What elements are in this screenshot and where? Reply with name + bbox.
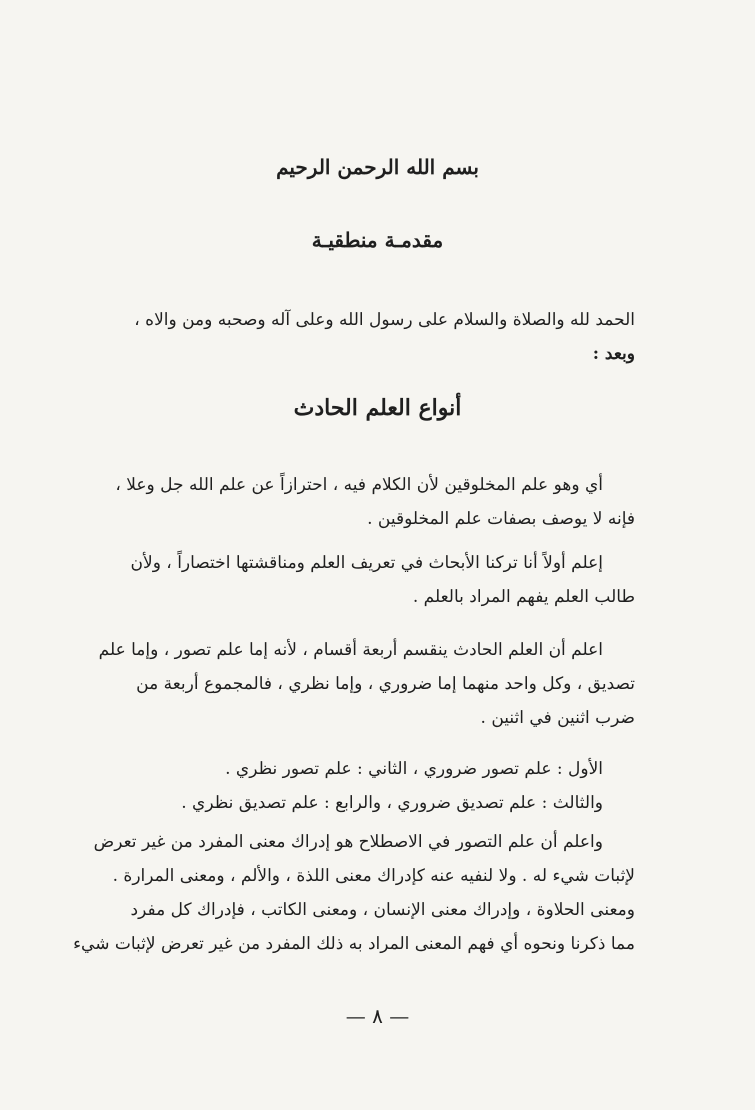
paragraph-3-line-2: تصديق ، وكل واحد منهما إما ضروري ، وإما نظري ، فالمجموع أربعة من [136,674,635,694]
paragraph-2 [115,546,635,614]
paragraph-2-line-1: إعلم أولاً أنا تركنا الأبحاث في تعريف العلم ومناقشتها اختصاراً ، ولأن [130,553,603,573]
classification-item-2: والثالث : علم تصديق ضروري ، والرابع : علم تصديق نظري . [181,793,603,813]
paragraph-3-line-1: اعلم أن العلم الحادث ينقسم أربعة أقسام ، لأنه إما علم تصور ، وإما علم [98,640,603,660]
paragraph-2-line-2: طالب العلم يفهم المراد بالعلم . [412,587,635,607]
page-number: — ٨ — [345,1004,410,1028]
paragraph-4-line-4: مما ذكرنا ونحوه أي فهم المعنى المراد به ذلك المفرد من غير تعرض لإثبات شيء [73,934,635,954]
classification-item-1: الأول : علم تصور ضروري ، الثاني : علم تصور نظري . [225,759,603,779]
intro-paragraph [115,303,635,371]
section-heading: أنواع العلم الحادث [293,395,462,421]
classification-list [115,752,635,820]
paragraph-1 [115,468,635,536]
intro-line-1: الحمد لله والصلاة والسلام على رسول الله وعلى آله وصحبه ومن والاه ، [134,310,635,330]
introduction-heading: مقدمـة منطقيـة [311,228,444,252]
paragraph-4-line-3: ومعنى الحلاوة ، وإدراك معنى الإنسان ، ومعنى الكاتب ، فإدراك كل مفرد [130,900,635,920]
paragraph-3-line-3: ضرب اثنين في اثنين . [480,708,635,728]
paragraph-4 [73,825,635,961]
paragraph-3 [98,633,635,735]
paragraph-4-line-1: واعلم أن علم التصور في الاصطلاح هو إدراك معنى المفرد من غير تعرض [93,832,603,852]
basmala: بسم الله الرحمن الرحيم [276,155,479,179]
paragraph-1-line-1: أي وهو علم المخلوقين لأن الكلام فيه ، احترازاً عن علم الله جل وعلا ، [115,475,603,495]
intro-line-2: وبعد : [592,344,635,364]
paragraph-4-line-2: لإثبات شيء له . ولا لنفيه عنه كإدراك معنى اللذة ، والألم ، ومعنى المرارة . [112,866,635,886]
paragraph-1-line-2: فإنه لا يوصف بصفات علم المخلوقين . [367,509,635,529]
